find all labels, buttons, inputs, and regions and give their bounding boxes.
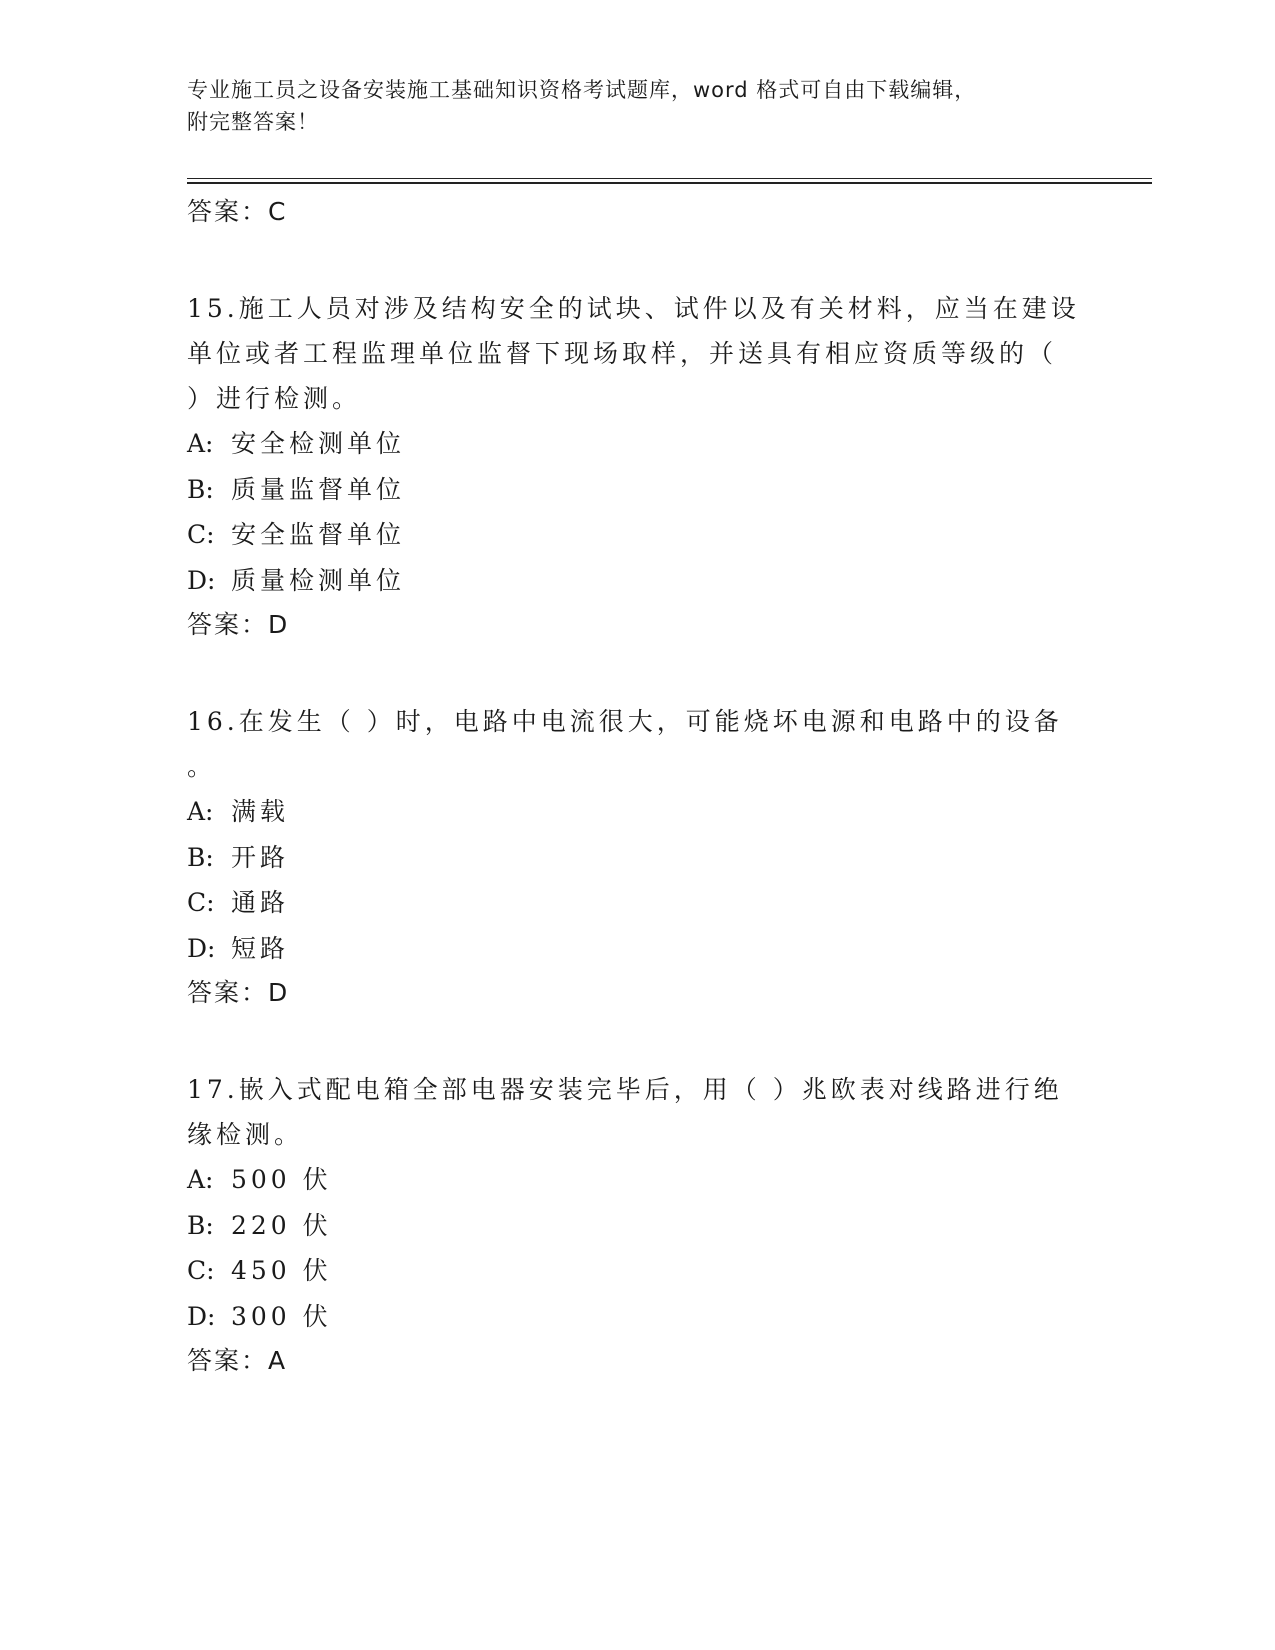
question-stem: 15.施工人员对涉及结构安全的试块、试件以及有关材料，应当在建设 单位或者工程监理单位监督下现场取样，并送具有相应资质等级的（ ）进行检测。 (187, 294, 1080, 413)
option-d: D: 短路 (187, 933, 290, 963)
option-a: A: 安全检测单位 (187, 429, 406, 458)
option-c: C: 安全监督单位 (187, 520, 406, 549)
answer: 答案：D (187, 978, 290, 1007)
option-b: B: 质量监督单位 (187, 474, 406, 504)
option-a: A: 满载 (187, 797, 290, 826)
question-stem: 17.嵌入式配电箱全部电器安装完毕后，用（ ）兆欧表对线路进行绝 缘检测。 (187, 1075, 1063, 1149)
option-b: B: 220 伏 (187, 1210, 332, 1240)
option-d: D: 300 伏 (187, 1301, 332, 1331)
question-stem: 16.在发生（ ）时，电路中电流很大，可能烧坏电源和电路中的设备 。 (187, 707, 1063, 781)
header-line-2: 附完整答案！ (187, 110, 319, 134)
header-divider (187, 178, 1152, 184)
option-d: D: 质量检测单位 (187, 565, 406, 595)
answer: 答案：A (187, 1346, 288, 1375)
option-a: A: 500 伏 (187, 1165, 332, 1194)
previous-answer: 答案：C (187, 197, 288, 226)
question-15 (187, 286, 1087, 647)
answer: 答案：D (187, 610, 290, 639)
question-content (187, 190, 1087, 1435)
document-header (187, 74, 1087, 138)
header-line-1: 专业施工员之设备安装施工基础知识资格考试题库，word 格式可自由下载编辑， (187, 78, 977, 102)
option-c: C: 通路 (187, 888, 290, 917)
question-16 (187, 699, 1087, 1015)
question-17 (187, 1067, 1087, 1383)
option-b: B: 开路 (187, 842, 290, 872)
option-c: C: 450 伏 (187, 1256, 332, 1285)
